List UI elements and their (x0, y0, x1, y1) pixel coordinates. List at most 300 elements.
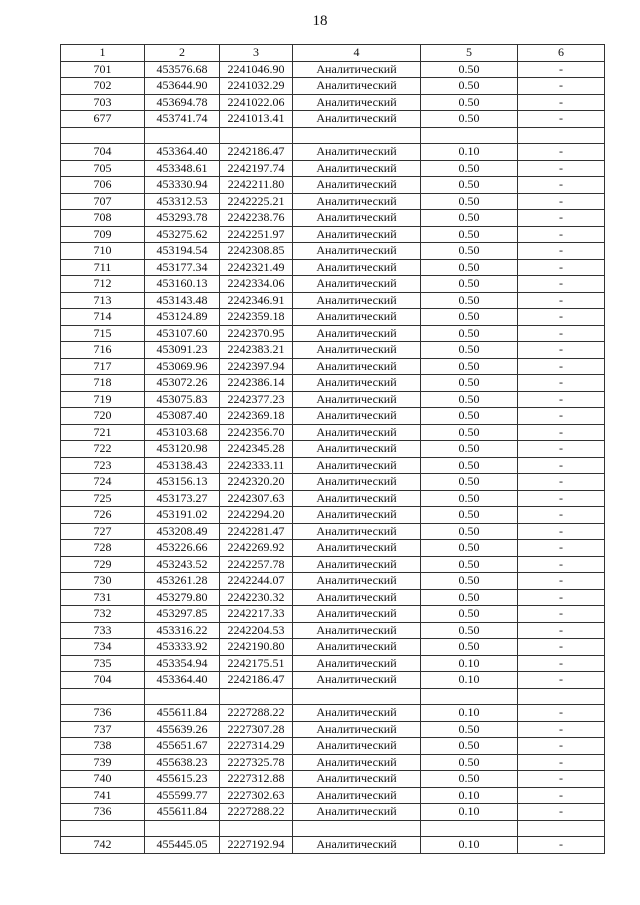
cell-y-coordinate: 2242346.91 (220, 292, 293, 309)
cell-accuracy (421, 820, 518, 837)
table-row (61, 589, 605, 606)
cell-y-coordinate: 2242211.80 (220, 177, 293, 194)
cell-point-number: 708 (61, 210, 145, 227)
cell-note: - (518, 754, 605, 771)
table-row (61, 309, 605, 326)
table-row (61, 540, 605, 557)
cell-x-coordinate: 453694.78 (145, 94, 220, 111)
cell-y-coordinate: 2242186.47 (220, 144, 293, 161)
cell-x-coordinate: 455639.26 (145, 721, 220, 738)
cell-x-coordinate: 453107.60 (145, 325, 220, 342)
cell-accuracy: 0.50 (421, 375, 518, 392)
cell-point-number: 706 (61, 177, 145, 194)
cell-x-coordinate: 453741.74 (145, 111, 220, 128)
table-row (61, 672, 605, 689)
cell-accuracy: 0.10 (421, 804, 518, 821)
cell-point-number: 702 (61, 78, 145, 95)
cell-accuracy: 0.50 (421, 342, 518, 359)
cell-note: - (518, 358, 605, 375)
cell-y-coordinate: 2242204.53 (220, 622, 293, 639)
cell-point-number: 716 (61, 342, 145, 359)
table-row (61, 325, 605, 342)
cell-note: - (518, 111, 605, 128)
cell-y-coordinate: 2242251.97 (220, 226, 293, 243)
cell-y-coordinate: 2242294.20 (220, 507, 293, 524)
cell-accuracy: 0.50 (421, 573, 518, 590)
cell-accuracy: 0.50 (421, 111, 518, 128)
cell-accuracy: 0.50 (421, 408, 518, 425)
cell-accuracy: 0.50 (421, 391, 518, 408)
cell-note (518, 688, 605, 705)
cell-point-number: 721 (61, 424, 145, 441)
cell-accuracy: 0.50 (421, 424, 518, 441)
cell-y-coordinate: 2242397.94 (220, 358, 293, 375)
table-row (61, 639, 605, 656)
cell-accuracy: 0.50 (421, 771, 518, 788)
cell-method: Аналитический (293, 292, 421, 309)
table-row (61, 358, 605, 375)
cell-note: - (518, 325, 605, 342)
cell-note: - (518, 391, 605, 408)
cell-accuracy: 0.50 (421, 259, 518, 276)
cell-method: Аналитический (293, 705, 421, 722)
cell-accuracy: 0.50 (421, 540, 518, 557)
cell-point-number: 714 (61, 309, 145, 326)
cell-accuracy: 0.50 (421, 61, 518, 78)
coordinates-table-container (60, 44, 604, 854)
cell-point-number: 713 (61, 292, 145, 309)
cell-accuracy: 0.50 (421, 160, 518, 177)
cell-method: Аналитический (293, 804, 421, 821)
cell-point-number: 709 (61, 226, 145, 243)
cell-note: - (518, 556, 605, 573)
cell-x-coordinate: 453293.78 (145, 210, 220, 227)
cell-point-number (61, 820, 145, 837)
cell-x-coordinate: 453364.40 (145, 144, 220, 161)
cell-x-coordinate: 453333.92 (145, 639, 220, 656)
cell-method: Аналитический (293, 787, 421, 804)
cell-method: Аналитический (293, 490, 421, 507)
cell-x-coordinate: 455445.05 (145, 837, 220, 854)
cell-point-number: 704 (61, 672, 145, 689)
cell-note: - (518, 177, 605, 194)
cell-note: - (518, 78, 605, 95)
cell-method: Аналитический (293, 276, 421, 293)
cell-note: - (518, 540, 605, 557)
cell-accuracy: 0.50 (421, 474, 518, 491)
cell-x-coordinate: 453069.96 (145, 358, 220, 375)
cell-y-coordinate: 2227302.63 (220, 787, 293, 804)
cell-y-coordinate (220, 820, 293, 837)
cell-note: - (518, 210, 605, 227)
cell-y-coordinate: 2242369.18 (220, 408, 293, 425)
cell-method: Аналитический (293, 408, 421, 425)
cell-accuracy: 0.50 (421, 738, 518, 755)
cell-y-coordinate: 2227288.22 (220, 804, 293, 821)
page-number: 18 (312, 13, 328, 29)
cell-x-coordinate: 453124.89 (145, 309, 220, 326)
cell-note: - (518, 523, 605, 540)
cell-y-coordinate: 2227192.94 (220, 837, 293, 854)
cell-point-number: 731 (61, 589, 145, 606)
cell-note: - (518, 622, 605, 639)
table-row (61, 804, 605, 821)
table-row (61, 276, 605, 293)
table-row (61, 292, 605, 309)
table-row (61, 721, 605, 738)
cell-x-coordinate: 453330.94 (145, 177, 220, 194)
cell-point-number: 717 (61, 358, 145, 375)
cell-point-number: 722 (61, 441, 145, 458)
cell-accuracy: 0.50 (421, 226, 518, 243)
cell-point-number: 733 (61, 622, 145, 639)
cell-point-number: 677 (61, 111, 145, 128)
cell-x-coordinate: 453279.80 (145, 589, 220, 606)
cell-y-coordinate: 2242334.06 (220, 276, 293, 293)
cell-accuracy: 0.50 (421, 441, 518, 458)
cell-method (293, 127, 421, 144)
cell-x-coordinate: 455599.77 (145, 787, 220, 804)
cell-accuracy: 0.50 (421, 210, 518, 227)
table-row (61, 375, 605, 392)
cell-note: - (518, 771, 605, 788)
cell-x-coordinate: 453075.83 (145, 391, 220, 408)
cell-accuracy: 0.50 (421, 243, 518, 260)
table-separator-row (61, 127, 605, 144)
cell-method: Аналитический (293, 457, 421, 474)
cell-x-coordinate (145, 127, 220, 144)
cell-note: - (518, 639, 605, 656)
cell-x-coordinate: 453297.85 (145, 606, 220, 623)
cell-x-coordinate (145, 688, 220, 705)
cell-note: - (518, 61, 605, 78)
cell-y-coordinate: 2227312.88 (220, 771, 293, 788)
cell-y-coordinate (220, 127, 293, 144)
cell-y-coordinate: 2242186.47 (220, 672, 293, 689)
cell-point-number: 726 (61, 507, 145, 524)
cell-accuracy: 0.50 (421, 589, 518, 606)
cell-point-number: 734 (61, 639, 145, 656)
cell-point-number: 730 (61, 573, 145, 590)
cell-accuracy: 0.50 (421, 309, 518, 326)
cell-note (518, 820, 605, 837)
cell-accuracy: 0.10 (421, 144, 518, 161)
cell-x-coordinate: 453177.34 (145, 259, 220, 276)
cell-method: Аналитический (293, 259, 421, 276)
table-row (61, 490, 605, 507)
cell-x-coordinate: 453208.49 (145, 523, 220, 540)
cell-point-number: 739 (61, 754, 145, 771)
cell-point-number: 727 (61, 523, 145, 540)
cell-method: Аналитический (293, 111, 421, 128)
cell-point-number: 707 (61, 193, 145, 210)
cell-method: Аналитический (293, 342, 421, 359)
cell-method: Аналитический (293, 424, 421, 441)
cell-note: - (518, 144, 605, 161)
cell-x-coordinate: 453091.23 (145, 342, 220, 359)
cell-accuracy: 0.50 (421, 325, 518, 342)
table-row (61, 622, 605, 639)
cell-accuracy: 0.50 (421, 358, 518, 375)
cell-note: - (518, 589, 605, 606)
table-row (61, 160, 605, 177)
cell-accuracy: 0.50 (421, 177, 518, 194)
cell-method: Аналитический (293, 622, 421, 639)
cell-accuracy: 0.50 (421, 639, 518, 656)
table-row (61, 111, 605, 128)
cell-accuracy: 0.50 (421, 754, 518, 771)
cell-point-number: 736 (61, 705, 145, 722)
cell-y-coordinate: 2242257.78 (220, 556, 293, 573)
cell-method: Аналитический (293, 243, 421, 260)
cell-method: Аналитический (293, 655, 421, 672)
cell-note: - (518, 226, 605, 243)
table-row (61, 556, 605, 573)
cell-accuracy: 0.50 (421, 523, 518, 540)
cell-accuracy (421, 127, 518, 144)
cell-y-coordinate: 2241046.90 (220, 61, 293, 78)
cell-accuracy: 0.50 (421, 622, 518, 639)
cell-y-coordinate: 2242359.18 (220, 309, 293, 326)
cell-method: Аналитический (293, 78, 421, 95)
cell-method (293, 820, 421, 837)
header-col-1: 1 (61, 45, 145, 62)
cell-note: - (518, 507, 605, 524)
cell-note: - (518, 309, 605, 326)
cell-point-number: 715 (61, 325, 145, 342)
cell-y-coordinate: 2242230.32 (220, 589, 293, 606)
cell-y-coordinate: 2242377.23 (220, 391, 293, 408)
cell-x-coordinate: 453348.61 (145, 160, 220, 177)
cell-x-coordinate: 455651.67 (145, 738, 220, 755)
cell-note: - (518, 276, 605, 293)
cell-note: - (518, 606, 605, 623)
cell-accuracy: 0.10 (421, 837, 518, 854)
cell-x-coordinate: 453072.26 (145, 375, 220, 392)
cell-x-coordinate: 453354.94 (145, 655, 220, 672)
cell-note (518, 127, 605, 144)
cell-point-number: 742 (61, 837, 145, 854)
cell-y-coordinate: 2242383.21 (220, 342, 293, 359)
table-row (61, 391, 605, 408)
cell-x-coordinate: 453194.54 (145, 243, 220, 260)
cell-method: Аналитический (293, 606, 421, 623)
cell-accuracy: 0.50 (421, 292, 518, 309)
cell-method: Аналитический (293, 160, 421, 177)
cell-method: Аналитический (293, 556, 421, 573)
table-row (61, 523, 605, 540)
table-row (61, 787, 605, 804)
cell-accuracy: 0.10 (421, 655, 518, 672)
cell-y-coordinate: 2242308.85 (220, 243, 293, 260)
cell-method: Аналитический (293, 193, 421, 210)
cell-accuracy: 0.50 (421, 556, 518, 573)
table-row (61, 193, 605, 210)
table-row (61, 78, 605, 95)
table-row (61, 705, 605, 722)
cell-method: Аналитический (293, 325, 421, 342)
table-separator-row (61, 688, 605, 705)
table-row (61, 837, 605, 854)
cell-accuracy: 0.50 (421, 193, 518, 210)
cell-y-coordinate: 2242238.76 (220, 210, 293, 227)
cell-accuracy: 0.50 (421, 606, 518, 623)
cell-note: - (518, 94, 605, 111)
cell-note: - (518, 441, 605, 458)
cell-note: - (518, 292, 605, 309)
cell-y-coordinate: 2242281.47 (220, 523, 293, 540)
cell-point-number (61, 688, 145, 705)
cell-method: Аналитический (293, 358, 421, 375)
cell-y-coordinate: 2242244.07 (220, 573, 293, 590)
cell-method: Аналитический (293, 771, 421, 788)
table-header-row (61, 45, 605, 62)
cell-y-coordinate: 2242320.20 (220, 474, 293, 491)
table-row (61, 243, 605, 260)
table-row (61, 210, 605, 227)
table-row (61, 754, 605, 771)
cell-method: Аналитический (293, 507, 421, 524)
cell-point-number: 701 (61, 61, 145, 78)
table-row (61, 226, 605, 243)
cell-note: - (518, 375, 605, 392)
cell-method: Аналитический (293, 94, 421, 111)
cell-point-number: 705 (61, 160, 145, 177)
cell-y-coordinate: 2242225.21 (220, 193, 293, 210)
cell-note: - (518, 243, 605, 260)
cell-point-number: 720 (61, 408, 145, 425)
cell-point-number: 741 (61, 787, 145, 804)
cell-point-number: 711 (61, 259, 145, 276)
cell-x-coordinate: 453275.62 (145, 226, 220, 243)
cell-x-coordinate: 453143.48 (145, 292, 220, 309)
cell-method: Аналитический (293, 441, 421, 458)
cell-method: Аналитический (293, 210, 421, 227)
cell-y-coordinate (220, 688, 293, 705)
cell-note: - (518, 573, 605, 590)
cell-x-coordinate: 453103.68 (145, 424, 220, 441)
table-row (61, 507, 605, 524)
cell-note: - (518, 259, 605, 276)
cell-y-coordinate: 2242321.49 (220, 259, 293, 276)
table-row (61, 573, 605, 590)
table-row (61, 94, 605, 111)
header-col-2: 2 (145, 45, 220, 62)
cell-method: Аналитический (293, 309, 421, 326)
cell-method: Аналитический (293, 375, 421, 392)
cell-point-number: 723 (61, 457, 145, 474)
cell-point-number (61, 127, 145, 144)
table-row (61, 177, 605, 194)
header-col-6: 6 (518, 45, 605, 62)
cell-point-number: 732 (61, 606, 145, 623)
cell-point-number: 724 (61, 474, 145, 491)
cell-point-number: 729 (61, 556, 145, 573)
cell-note: - (518, 490, 605, 507)
cell-method: Аналитический (293, 177, 421, 194)
cell-point-number: 737 (61, 721, 145, 738)
cell-x-coordinate: 453316.22 (145, 622, 220, 639)
cell-y-coordinate: 2227288.22 (220, 705, 293, 722)
cell-x-coordinate: 453191.02 (145, 507, 220, 524)
cell-x-coordinate: 453226.66 (145, 540, 220, 557)
cell-accuracy: 0.10 (421, 672, 518, 689)
cell-accuracy: 0.10 (421, 705, 518, 722)
cell-x-coordinate: 455615.23 (145, 771, 220, 788)
cell-point-number: 703 (61, 94, 145, 111)
cell-x-coordinate: 453087.40 (145, 408, 220, 425)
cell-method: Аналитический (293, 573, 421, 590)
table-body (61, 61, 605, 853)
cell-x-coordinate (145, 820, 220, 837)
cell-x-coordinate: 453160.13 (145, 276, 220, 293)
cell-method (293, 688, 421, 705)
cell-note: - (518, 342, 605, 359)
cell-point-number: 728 (61, 540, 145, 557)
cell-method: Аналитический (293, 754, 421, 771)
cell-x-coordinate: 453120.98 (145, 441, 220, 458)
cell-x-coordinate: 455611.84 (145, 705, 220, 722)
cell-y-coordinate: 2242345.28 (220, 441, 293, 458)
cell-x-coordinate: 455638.23 (145, 754, 220, 771)
cell-x-coordinate: 453576.68 (145, 61, 220, 78)
cell-accuracy: 0.50 (421, 507, 518, 524)
cell-x-coordinate: 453138.43 (145, 457, 220, 474)
header-col-4: 4 (293, 45, 421, 62)
cell-method: Аналитический (293, 837, 421, 854)
cell-method: Аналитический (293, 540, 421, 557)
table-row (61, 441, 605, 458)
cell-note: - (518, 655, 605, 672)
table-row (61, 474, 605, 491)
cell-point-number: 725 (61, 490, 145, 507)
cell-accuracy: 0.50 (421, 457, 518, 474)
cell-accuracy: 0.10 (421, 787, 518, 804)
table-separator-row (61, 820, 605, 837)
cell-note: - (518, 705, 605, 722)
cell-y-coordinate: 2242197.74 (220, 160, 293, 177)
table-row (61, 61, 605, 78)
cell-y-coordinate: 2227325.78 (220, 754, 293, 771)
cell-note: - (518, 474, 605, 491)
cell-method: Аналитический (293, 738, 421, 755)
cell-note: - (518, 672, 605, 689)
cell-x-coordinate: 453312.53 (145, 193, 220, 210)
cell-y-coordinate: 2241013.41 (220, 111, 293, 128)
cell-accuracy: 0.50 (421, 276, 518, 293)
table-row (61, 144, 605, 161)
cell-point-number: 736 (61, 804, 145, 821)
cell-y-coordinate: 2241032.29 (220, 78, 293, 95)
cell-x-coordinate: 453261.28 (145, 573, 220, 590)
cell-y-coordinate: 2242356.70 (220, 424, 293, 441)
cell-accuracy: 0.50 (421, 78, 518, 95)
cell-method: Аналитический (293, 523, 421, 540)
cell-x-coordinate: 455611.84 (145, 804, 220, 821)
cell-note: - (518, 408, 605, 425)
cell-y-coordinate: 2242217.33 (220, 606, 293, 623)
cell-y-coordinate: 2242370.95 (220, 325, 293, 342)
cell-note: - (518, 424, 605, 441)
cell-point-number: 710 (61, 243, 145, 260)
cell-accuracy (421, 688, 518, 705)
cell-y-coordinate: 2227314.29 (220, 738, 293, 755)
cell-method: Аналитический (293, 226, 421, 243)
cell-x-coordinate: 453644.90 (145, 78, 220, 95)
cell-note: - (518, 787, 605, 804)
cell-y-coordinate: 2242190.80 (220, 639, 293, 656)
coordinates-table (60, 44, 605, 854)
